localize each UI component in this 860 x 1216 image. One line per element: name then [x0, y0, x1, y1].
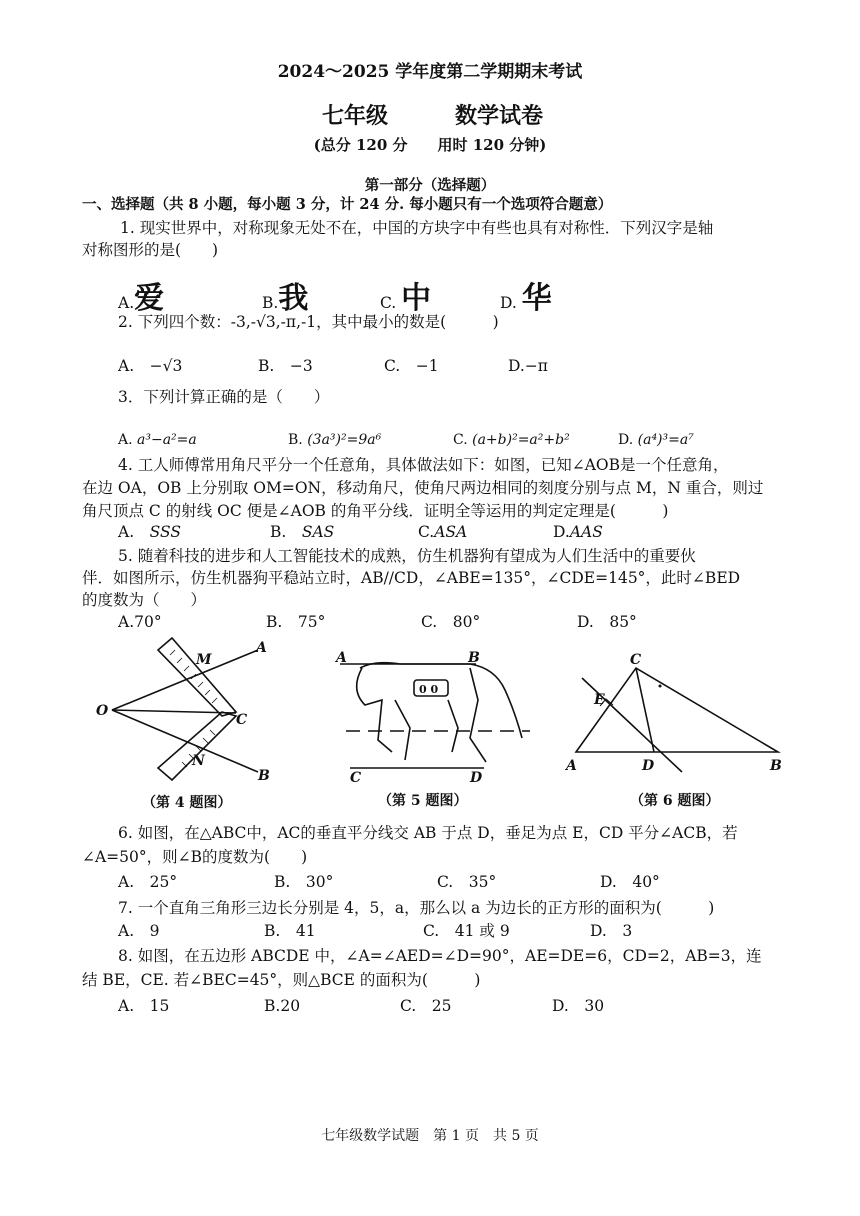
section-heading: 一、选择题（共 8 小题，每小题 3 分，计 24 分. 每小题只有一个选项符合题意） [82, 196, 613, 213]
fig4-label-b: B [258, 768, 270, 784]
q6-option-a: A. 25° [118, 873, 178, 891]
fig5-label-a: A [336, 650, 347, 666]
q1-option-a: A.爱 [118, 281, 165, 316]
q3-option-b: B. (3a³)²=9a⁶ [288, 432, 382, 448]
q5-option-c: C. 80° [421, 613, 481, 631]
q5-option-b: B. 75° [266, 613, 326, 631]
q4-option-c: C.ASA [418, 523, 468, 541]
q4-option-a: A. SSS [118, 523, 181, 541]
exam-meta: (总分 120 分 用时 120 分钟) [313, 136, 547, 154]
fig4-ruler-lower [158, 712, 236, 780]
fig4-label-c: C [236, 712, 248, 728]
q3-option-a: A. a³−a²=a [118, 432, 197, 448]
fig4-label-n: N [192, 753, 205, 769]
fig6-label-e: E [594, 692, 605, 708]
q5-option-d: D. 85° [577, 613, 637, 631]
question-5-line-3: 的度数为（ ） [82, 591, 207, 609]
q6-option-c: C. 35° [437, 873, 497, 891]
question-4-line-1: 4. 工人师傅常用角尺平分一个任意角，具体做法如下：如图，已知∠AOB是一个任意角， [118, 456, 729, 474]
q8-option-b: B.20 [264, 997, 301, 1015]
q7-option-c: C. 41 或 9 [423, 922, 510, 940]
fig6-perpendicular-bisector [582, 678, 682, 772]
fig6-label-c: C [630, 652, 642, 668]
fig4-label-a: A [256, 640, 267, 656]
fig5-label-c: C [350, 770, 362, 786]
q4-option-b: B. SAS [270, 523, 335, 541]
question-6-line-1: 6. 如图，在△ABC中，AC的垂直平分线交 AB 于点 D，垂足为点 E，CD 平分∠ACB，若 [118, 824, 738, 842]
fig4-ruler-ticks [170, 650, 217, 767]
q1-option-b: B.我 [262, 281, 309, 316]
fig6-label-d: D [642, 758, 655, 774]
q1-option-d: D. 华 [500, 281, 552, 316]
q7-option-b: B. 41 [264, 922, 316, 940]
q2-option-b: B. −3 [258, 357, 313, 375]
q7-option-a: A. 9 [118, 922, 160, 940]
question-3-line-1: 3．下列计算正确的是（ ） [118, 388, 330, 406]
subject-label: 数学试卷 [455, 103, 544, 129]
fig5-robot-front-leg-2 [395, 700, 410, 760]
question-8-line-2: 结 BE，CE. 若∠BEC=45°，则△BCE 的面积为( ) [82, 971, 481, 989]
question-8-line-1: 8. 如图，在五边形 ABCDE 中，∠A=∠AED=∠D=90°，AE=DE=6，CD=2，AB=3，连 [118, 947, 762, 965]
fig4-ruler-upper [158, 638, 236, 716]
fig5-robot-rear-leg-2 [448, 700, 458, 752]
figure-5-caption: （第 5 题图） [378, 793, 468, 809]
grade-label: 七年级 [322, 103, 389, 129]
q5-option-a: A.70° [118, 613, 162, 631]
q2-option-c: C. −1 [384, 357, 439, 375]
fig4-label-o: O [96, 703, 109, 719]
fig4-ray-ob [112, 710, 258, 772]
page-footer: 七年级数学试题 第 1 页 共 5 页 [321, 1128, 539, 1144]
part-title: 第一部分（选择题） [364, 177, 496, 194]
q1-option-c: C. 中 [380, 281, 432, 316]
q2-option-a: A. −√3 [118, 357, 183, 375]
q6-option-b: B. 30° [274, 873, 334, 891]
figure-4-caption: （第 4 题图） [142, 795, 232, 811]
figure-6-caption: （第 6 题图） [630, 793, 720, 809]
fig6-triangle-abc [576, 668, 778, 752]
q3-option-c: C. (a+b)²=a²+b² [453, 432, 570, 448]
q8-option-c: C. 25 [400, 997, 452, 1015]
q8-option-d: D. 30 [552, 997, 605, 1015]
fig4-ray-oa [112, 650, 258, 710]
question-4-line-3: 角尺顶点 C 的射线 OC 便是∠AOB 的角平分线．证明全等运用的判定定理是( ) [82, 502, 669, 520]
fig6-label-a: A [566, 758, 577, 774]
question-1-line-2: 对称图形的是( ) [82, 241, 219, 259]
q8-option-a: A. 15 [118, 997, 170, 1015]
fig6-right-angle-mark [600, 699, 613, 706]
question-7-line-1: 7. 一个直角三角形三边长分别是 4，5，a，那么以 a 为边长的正方形的面积为( ) [118, 899, 715, 917]
q4-option-d: D.AAS [553, 523, 603, 541]
question-6-line-2: ∠A=50°，则∠B的度数为( ) [82, 848, 308, 866]
fig5-robot-front-leg [357, 668, 392, 752]
q3-option-d: D. (a⁴)³=a⁷ [618, 432, 694, 448]
fig5-label-b: B [468, 650, 480, 666]
fig5-label-d: D [470, 770, 483, 786]
question-5-line-2: 伴．如图所示，仿生机器狗平稳站立时，AB//CD，∠ABE=135°，∠CDE=145°，此时∠BED [82, 569, 741, 587]
fig4-ray-oc [112, 710, 236, 713]
exam-title: 2024～2025 学年度第二学期期末考试 [277, 62, 583, 82]
fig5-robot-screen [414, 680, 448, 696]
fig4-label-m: M [196, 652, 212, 668]
question-2-line-1: 2. 下列四个数：-3,-√3,-π,-1，其中最小的数是( ) [118, 313, 499, 331]
fig5-robot-rear-leg [470, 668, 486, 762]
fig6-segment-cd [636, 668, 654, 752]
question-4-line-2: 在边 OA，OB 上分别取 OM=ON，移动角尺，使角尺两边相同的刻度分别与点 M，N 重合，则过 [82, 479, 764, 497]
q6-option-d: D. 40° [600, 873, 660, 891]
fig5-robot-body [360, 663, 522, 738]
fig6-label-b: B [770, 758, 782, 774]
question-5-line-1: 5. 随着科技的进步和人工智能技术的成熟，仿生机器狗有望成为人们生活中的重要伙 [118, 547, 696, 565]
fig6-dot [659, 685, 662, 688]
q2-option-d: D.−π [508, 357, 548, 375]
fig5-screen-text: 0 0 [419, 683, 439, 696]
q7-option-d: D. 3 [590, 922, 633, 940]
question-1-line-1: 1. 现实世界中，对称现象无处不在，中国的方块字中有些也具有对称性．下列汉字是轴 [120, 219, 714, 237]
